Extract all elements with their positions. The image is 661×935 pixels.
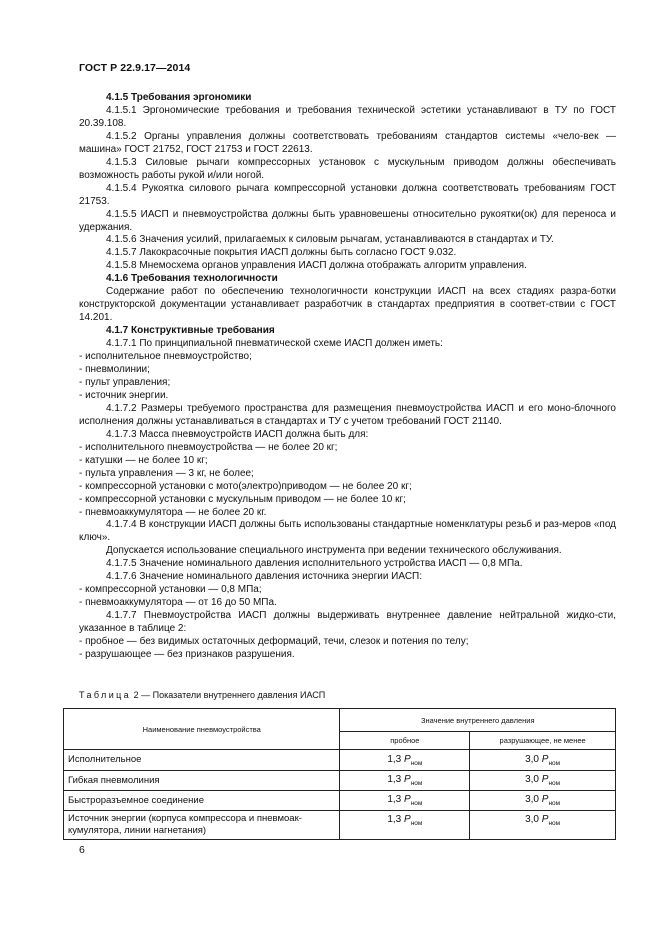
paragraph: 4.1.5.1 Эргономические требования и требования технической эстетики устанавливают в ТУ по ГОСТ 20.39.108. — [79, 104, 616, 129]
paragraph: 4.1.7.2 Размеры требуемого пространства для размещения пневмоустройства ИАСП и его моно-блочного исполнения должны устанавливаться в стандартах и ТУ с учетом требований ГОСТ 21140. — [79, 402, 616, 427]
document-header: ГОСТ Р 22.9.17—2014 — [79, 62, 191, 74]
list-item: - компрессорной установки с мускульным приводом — не более 10 кг; — [79, 493, 406, 505]
list-item: - пневмоаккумулятора — не более 20 кг. — [79, 506, 267, 518]
row-test-value: 1,3 $P_{ном}$ — [340, 771, 470, 791]
row-test-value: 1,3 $P_{ном}$ — [340, 750, 470, 771]
list-item: - пульт управления; — [79, 376, 171, 388]
list-item: - исполнительного пневмоустройства — не более 20 кг; — [79, 441, 338, 453]
table-caption-text: — Показатели внутреннего давления ИАСП — [141, 690, 326, 700]
table-row — [64, 811, 616, 840]
row-test-value: 1,3 $P_{ном}$ — [340, 811, 470, 840]
row-break-value: 3,0 $P_{ном}$ — [470, 811, 616, 840]
table-header-test: пробное — [340, 732, 470, 750]
table-header-name: Наименование пневмоустройства — [64, 709, 340, 750]
pressure-table — [63, 708, 616, 840]
list-item: - пульта управления — 3 кг, не более; — [79, 467, 254, 479]
table-caption — [79, 690, 325, 700]
list-item: - компрессорной установки с мото(электро)приводом — не более 20 кг; — [79, 480, 412, 492]
table-header-group: Значение внутреннего давления — [340, 709, 616, 732]
table-caption-label: Таблица — [79, 690, 132, 700]
list-item: - источник энергии. — [79, 389, 169, 401]
list-item: - пробное — без видимых остаточных деформаций, течи, слезок и потения по телу; — [79, 636, 469, 648]
row-name: Быстроразъемное соединение — [64, 791, 340, 811]
paragraph: 4.1.5.7 Лакокрасочные покрытия ИАСП должны быть согласно ГОСТ 9.032. — [106, 247, 457, 259]
table-row — [64, 771, 616, 791]
paragraph: 4.1.7.7 Пневмоустройства ИАСП должны выдерживать внутреннее давление нейтральной жидко-сти, указанное в таблице 2: — [79, 610, 616, 635]
paragraph: 4.1.5.4 Рукоятка силового рычага компрессорной установки должна соответствовать требованиям ГОСТ 21753. — [79, 182, 616, 207]
row-name: Источник энергии (корпуса компрессора и пневмоак-кумулятора, линии нагнетания) — [64, 811, 340, 840]
paragraph: 4.1.7.6 Значение номинального давления источника энергии ИАСП: — [106, 571, 423, 583]
document-body — [79, 92, 616, 662]
list-item: - разрушающее — без признаков разрушения. — [79, 648, 295, 660]
paragraph: Допускается использование специального инструмента при ведении технического обслуживания. — [106, 545, 562, 557]
paragraph: 4.1.5.6 Значения усилий, прилагаемых к силовым рычагам, устанавливаются в стандартах и ТУ. — [106, 234, 554, 246]
table-caption-number: 2 — [133, 690, 139, 700]
row-name: Исполнительное — [64, 750, 340, 771]
list-item: - пневмолинии; — [79, 364, 150, 376]
paragraph: 4.1.7.4 В конструкции ИАСП должны быть использованы стандартные номенклатуры резьб и раз-меров «под ключ». — [79, 519, 616, 544]
table-row — [64, 791, 616, 811]
paragraph: 4.1.7.1 По принципиальной пневматической схеме ИАСП должен иметь: — [106, 338, 443, 350]
list-item: - пневмоаккумулятора — от 16 до 50 МПа. — [79, 597, 277, 609]
table-row — [64, 750, 616, 771]
row-break-value: 3,0 $P_{ном}$ — [470, 750, 616, 771]
table-header-break: разрушающее, не менее — [470, 732, 616, 750]
paragraph: 4.1.5.3 Силовые рычаги компрессорных установок с мускульным приводом должны обеспечивать возможность работы рукой и/или ногой. — [79, 156, 616, 181]
list-item: - компрессорной установки — 0,8 МПа; — [79, 584, 262, 596]
row-break-value: 3,0 $P_{ном}$ — [470, 791, 616, 811]
row-break-value: 3,0 $P_{ном}$ — [470, 771, 616, 791]
paragraph: 4.1.5.2 Органы управления должны соответствовать требованиям стандартов системы «чело-век — машина» ГОСТ 21752, ГОСТ 21753 и ГОСТ 22613. — [79, 130, 616, 155]
paragraph: Содержание работ по обеспечению технологичности конструкции ИАСП на всех стадиях разра-ботки конструкторской документации устанавливает разработчик в стандартах предприятия в соответ-ствии с ГОСТ 14.201. — [79, 286, 616, 324]
page-number: 6 — [79, 844, 85, 856]
list-item: - катушки — не более 10 кг; — [79, 454, 208, 466]
paragraph: 4.1.7.5 Значение номинального давления исполнительного устройства ИАСП — 0,8 МПа. — [106, 558, 523, 570]
section-heading: 4.1.6 Требования технологичности — [106, 273, 278, 285]
section-heading: 4.1.5 Требования эргономики — [106, 92, 252, 103]
paragraph: 4.1.5.5 ИАСП и пневмоустройства должны быть уравновешены относительно рукоятки(ок) для переноса и удержания. — [79, 208, 616, 233]
row-name: Гибкая пневмолиния — [64, 771, 340, 791]
list-item: - исполнительное пневмоустройство; — [79, 351, 252, 363]
paragraph: 4.1.5.8 Мнемосхема органов управления ИАСП должна отображать алгоритм управления. — [106, 260, 527, 272]
paragraph: 4.1.7.3 Масса пневмоустройств ИАСП должна быть для: — [106, 428, 369, 440]
row-test-value: 1,3 $P_{ном}$ — [340, 791, 470, 811]
section-heading: 4.1.7 Конструктивные требования — [106, 325, 275, 337]
